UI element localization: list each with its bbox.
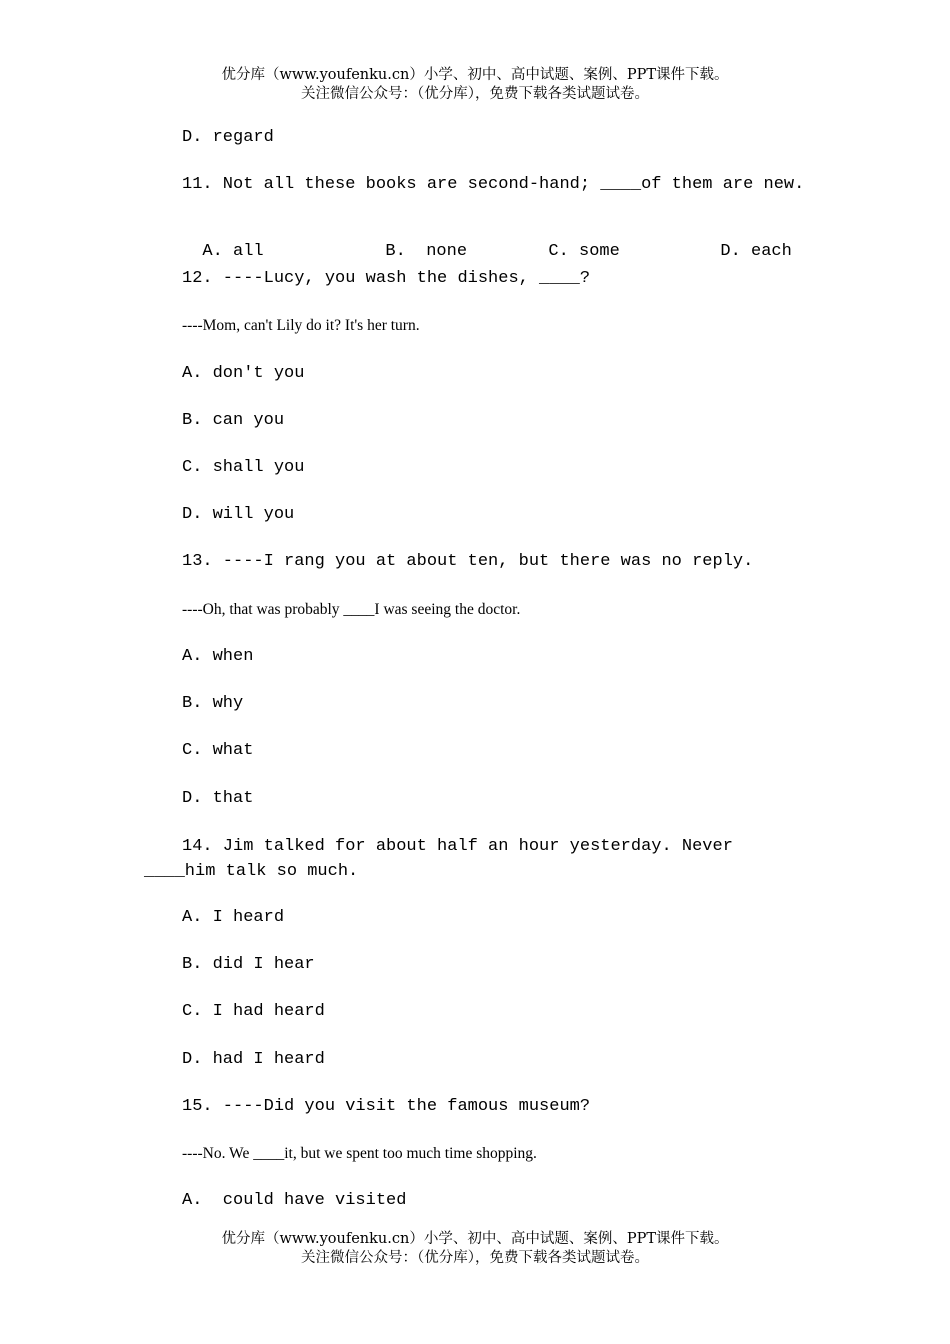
q14-option-c: C. I had heard xyxy=(182,1002,325,1021)
q14-stem: 14. Jim talked for about half an hour yesterday. Never ____him talk so much. xyxy=(144,837,733,881)
q13-stem: 13. ----I rang you at about ten, but there was no reply. xyxy=(182,552,754,571)
q13-reply: ----Oh, that was probably ____I was seeing the doctor. xyxy=(182,601,521,618)
q13-option-c: C. what xyxy=(182,741,254,760)
q11-option-b: B. none xyxy=(385,242,468,261)
header-line-1: 优分库（www.youfenku.cn）小学、初中、高中试题、案例、PPT课件下载。 xyxy=(221,67,729,83)
q12-option-d: D. will you xyxy=(182,505,295,524)
q12-option-a: A. don't you xyxy=(182,364,305,383)
page-header xyxy=(0,66,950,104)
q11-stem: 11. Not all these books are second-hand; ____of them are new. xyxy=(182,175,805,194)
q15-stem: 15. ----Did you visit the famous museum? xyxy=(182,1097,591,1116)
q11-options xyxy=(182,222,792,262)
q11-option-c: C. some xyxy=(548,242,620,261)
q11-option-d: D. each xyxy=(720,242,792,261)
q12-option-b: B. can you xyxy=(182,411,285,430)
q15-option-a: A. could have visited xyxy=(182,1191,407,1210)
footer-line-2: 关注微信公众号：（优分库），免费下载各类试题试卷。 xyxy=(301,1250,649,1266)
q14-option-a: A. I heard xyxy=(182,908,285,927)
q14-option-b: B. did I hear xyxy=(182,955,315,974)
q14-option-d: D. had I heard xyxy=(182,1050,325,1069)
q11-option-a: A. all xyxy=(202,242,264,261)
q15-reply: ----No. We ____it, but we spent too much time shopping. xyxy=(182,1145,537,1162)
q13-option-d: D. that xyxy=(182,789,254,808)
q12-stem: 12. ----Lucy, you wash the dishes, ____? xyxy=(182,269,591,288)
footer-line-1: 优分库（www.youfenku.cn）小学、初中、高中试题、案例、PPT课件下载。 xyxy=(221,1231,729,1247)
q13-option-b: B. why xyxy=(182,694,244,713)
q13-option-a: A. when xyxy=(182,647,254,666)
q12-reply: ----Mom, can't Lily do it? It's her turn. xyxy=(182,317,420,334)
q12-option-c: C. shall you xyxy=(182,458,305,477)
q10-option-d: D. regard xyxy=(182,128,274,147)
header-line-2: 关注微信公众号：（优分库），免费下载各类试题试卷。 xyxy=(301,86,649,102)
page-footer xyxy=(0,1230,950,1268)
